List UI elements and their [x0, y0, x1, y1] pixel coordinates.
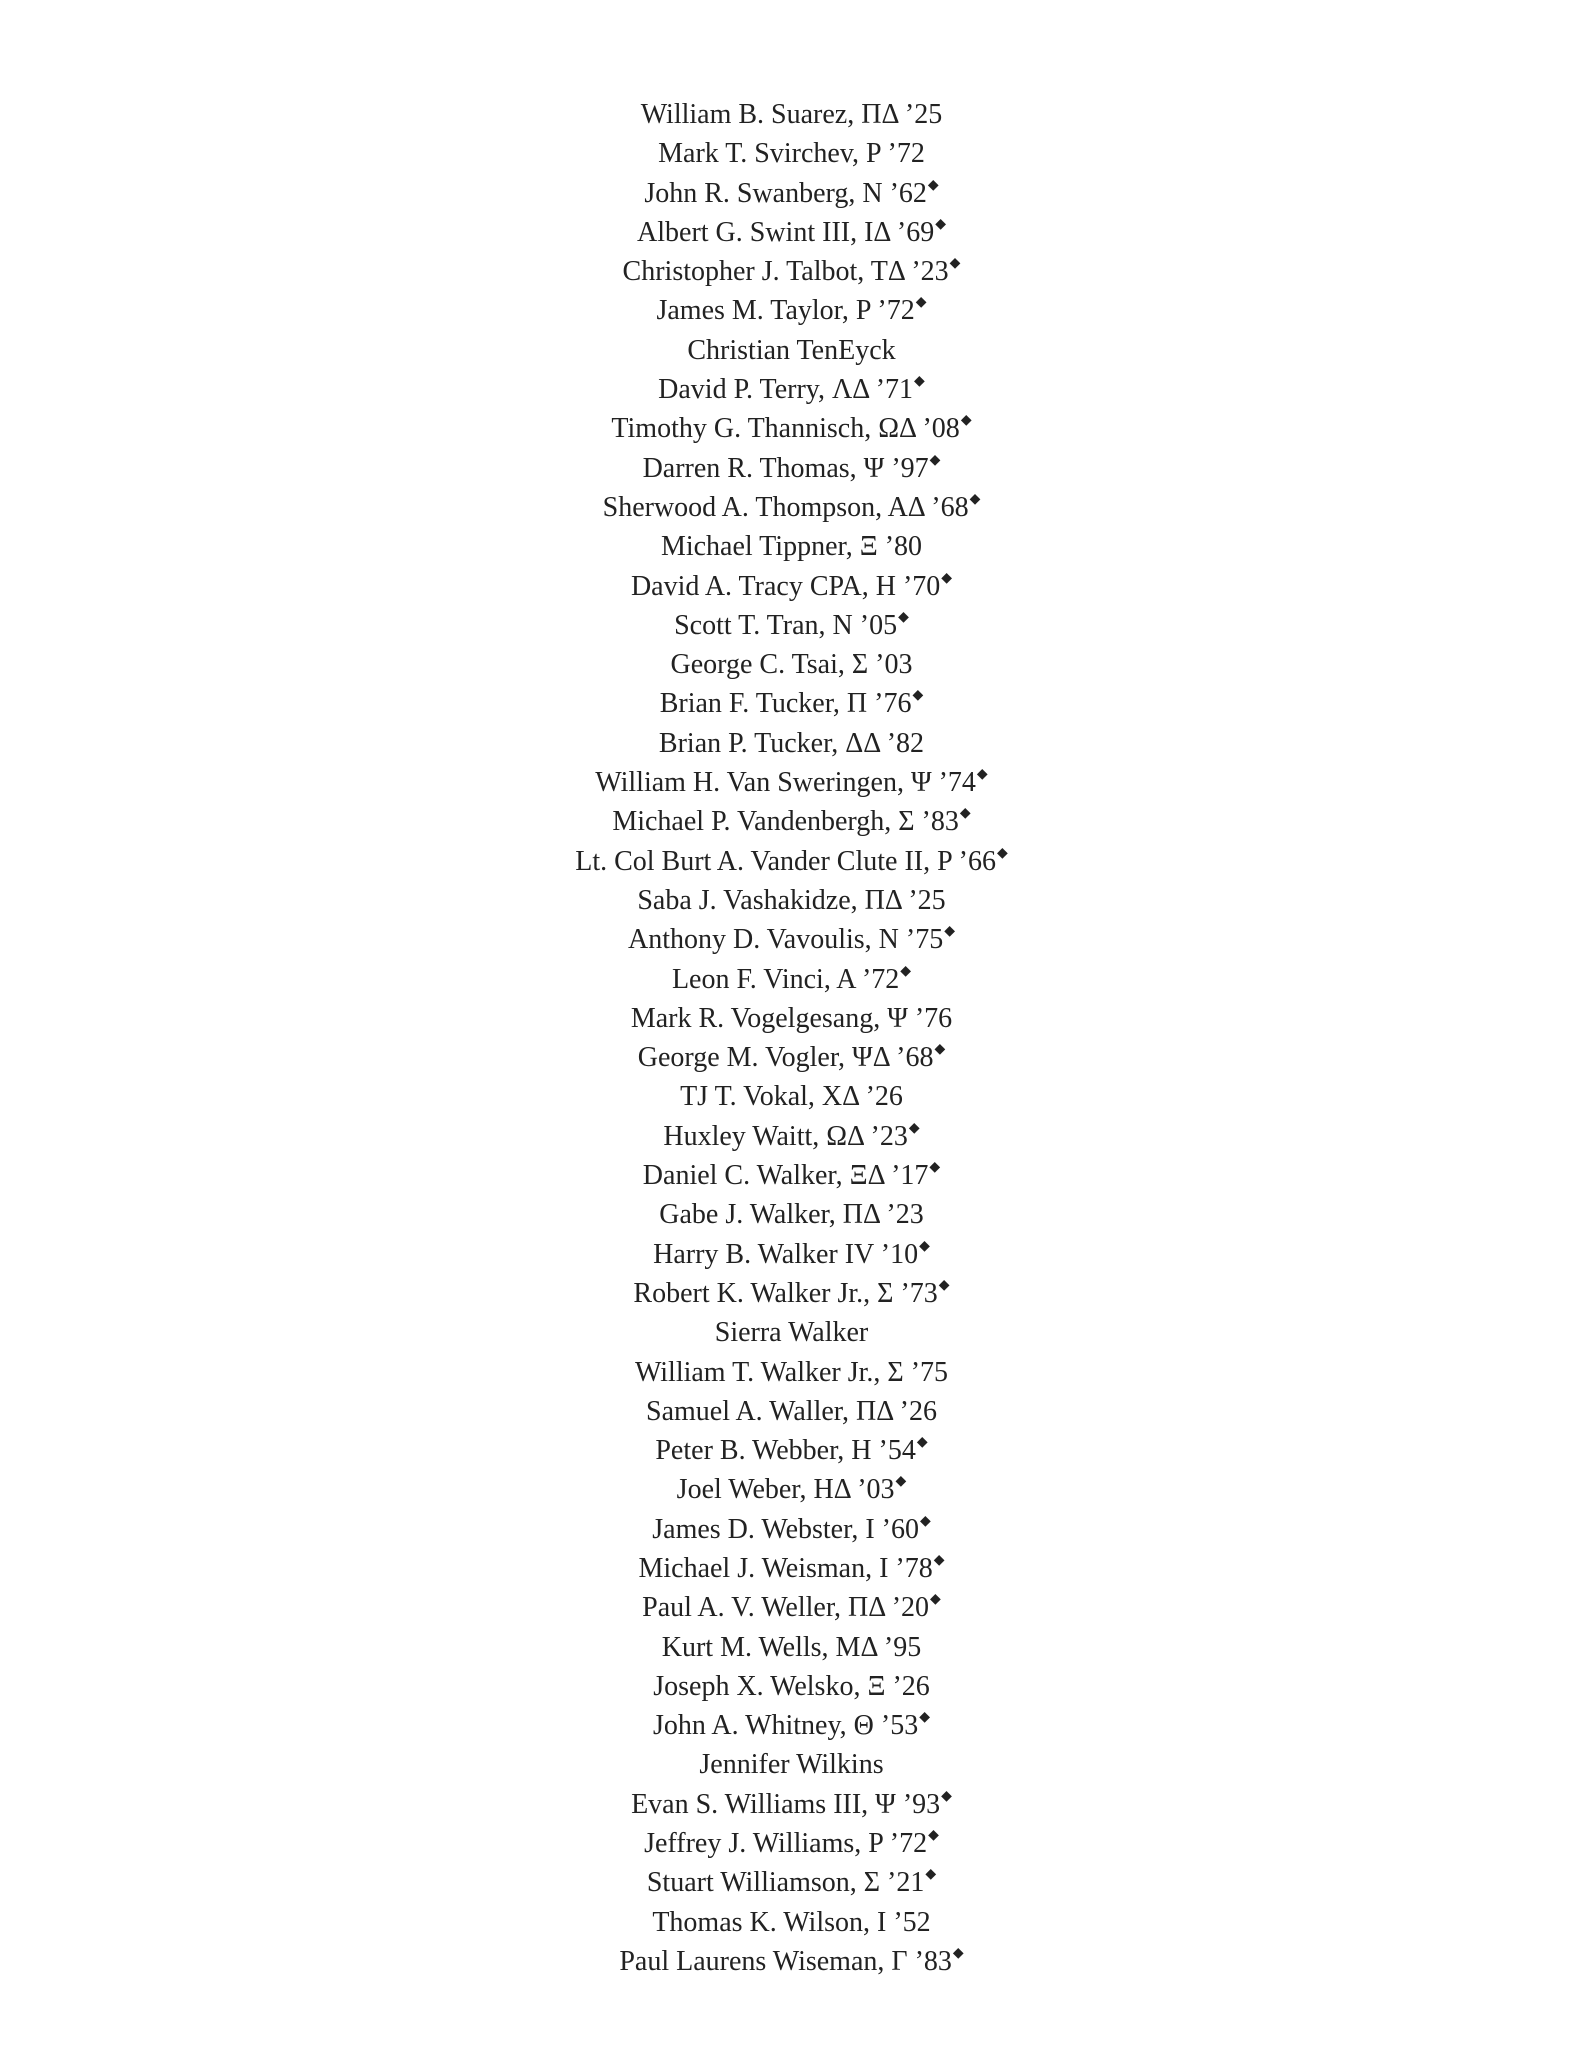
- donor-name-text: Michael J. Weisman, I ’78: [638, 1552, 933, 1584]
- donor-name-entry: [0, 1038, 1583, 1077]
- deceased-marker-icon: ◆: [976, 767, 988, 783]
- donor-name-entry: [0, 1156, 1583, 1195]
- donor-name-entry: [0, 1903, 1583, 1942]
- donor-name-list: [0, 95, 1583, 1981]
- donor-name-entry: [0, 1549, 1583, 1588]
- donor-name-text: Lt. Col Burt A. Vander Clute II, P ’66: [575, 845, 996, 877]
- donor-name-text: Paul A. V. Weller, ΠΔ ’20: [642, 1592, 930, 1624]
- donor-name-entry: [0, 1510, 1583, 1549]
- donor-name-text: Joseph X. Welsko, Ξ ’26: [653, 1670, 930, 1702]
- donor-name-entry: [0, 1824, 1583, 1863]
- donor-name-entry: [0, 1195, 1583, 1234]
- donor-name-text: Peter B. Webber, H ’54: [655, 1435, 916, 1467]
- donor-name-text: Saba J. Vashakidze, ΠΔ ’25: [637, 884, 946, 916]
- donor-name-entry: [0, 1706, 1583, 1745]
- deceased-marker-icon: ◆: [949, 256, 961, 272]
- donor-name-entry: [0, 842, 1583, 881]
- donor-name-entry: [0, 449, 1583, 488]
- donor-name-text: Sierra Walker: [714, 1317, 869, 1349]
- donor-name-entry: [0, 1588, 1583, 1627]
- donor-name-text: Darren R. Thomas, Ψ ’97: [642, 452, 929, 484]
- donor-name-entry: [0, 1431, 1583, 1470]
- donor-name-entry: [0, 1313, 1583, 1352]
- donor-name-entry: [0, 645, 1583, 684]
- donor-name-text: Christopher J. Talbot, TΔ ’23: [622, 256, 949, 288]
- donor-name-entry: [0, 684, 1583, 723]
- deceased-marker-icon: ◆: [938, 1277, 950, 1293]
- deceased-marker-icon: ◆: [919, 1238, 930, 1254]
- donor-name-text: Paul Laurens Wiseman, Γ ’83: [619, 1945, 952, 1977]
- deceased-marker-icon: ◆: [935, 216, 946, 232]
- donor-name-entry: [0, 920, 1583, 959]
- donor-name-text: James M. Taylor, P ’72: [656, 295, 915, 327]
- donor-name-entry: [0, 1667, 1583, 1706]
- donor-name-entry: [0, 999, 1583, 1038]
- donor-name-text: William B. Suarez, ΠΔ ’25: [640, 99, 943, 130]
- donor-name-entry: [0, 331, 1583, 370]
- donor-name-text: Anthony D. Vavoulis, N ’75: [627, 924, 944, 956]
- deceased-marker-icon: ◆: [925, 1867, 937, 1883]
- donor-name-entry: [0, 1863, 1583, 1902]
- donor-name-text: Michael Tippner, Ξ ’80: [660, 531, 923, 563]
- deceased-marker-icon: ◆: [969, 491, 981, 507]
- donor-name-entry: [0, 1353, 1583, 1392]
- donor-name-text: Kurt M. Wells, MΔ ’95: [661, 1631, 922, 1663]
- donor-name-entry: [0, 1392, 1583, 1431]
- donor-name-entry: [0, 174, 1583, 213]
- donor-name-text: Evan S. Williams III, Ψ ’93: [631, 1788, 941, 1820]
- deceased-marker-icon: ◆: [919, 1710, 930, 1726]
- deceased-marker-icon: ◆: [959, 806, 971, 822]
- donor-name-text: James D. Webster, I ’60: [652, 1513, 919, 1545]
- donor-name-text: TJ T. Vokal, XΔ ’26: [680, 1081, 903, 1113]
- deceased-marker-icon: ◆: [927, 177, 939, 193]
- donor-name-text: David A. Tracy CPA, H ’70: [630, 570, 941, 602]
- donor-name-text: Mark T. Svirchev, P ’72: [658, 138, 925, 170]
- deceased-marker-icon: ◆: [941, 570, 953, 586]
- donor-name-entry: [0, 960, 1583, 999]
- donor-name-text: Jeffrey J. Williams, P ’72: [644, 1828, 928, 1860]
- deceased-marker-icon: ◆: [933, 1552, 945, 1568]
- donor-name-text: Brian P. Tucker, ΔΔ ’82: [658, 727, 925, 759]
- donor-name-entry: [0, 488, 1583, 527]
- deceased-marker-icon: ◆: [928, 1828, 939, 1844]
- deceased-marker-icon: ◆: [914, 374, 925, 390]
- donor-name-text: Leon F. Vinci, A ’72: [671, 963, 900, 995]
- deceased-marker-icon: ◆: [929, 452, 941, 468]
- donor-name-entry: [0, 1117, 1583, 1156]
- donor-name-text: Daniel C. Walker, ΞΔ ’17: [642, 1160, 929, 1192]
- deceased-marker-icon: ◆: [960, 413, 972, 429]
- donor-name-entry: [0, 1745, 1583, 1784]
- donor-name-entry: [0, 1785, 1583, 1824]
- donor-name-entry: [0, 409, 1583, 448]
- deceased-marker-icon: ◆: [930, 1592, 941, 1608]
- donor-name-entry: [0, 567, 1583, 606]
- donor-name-text: Samuel A. Waller, ΠΔ ’26: [646, 1395, 937, 1427]
- donor-name-text: Albert G. Swint III, IΔ ’69: [637, 216, 935, 248]
- donor-name-text: George C. Tsai, Σ ’03: [670, 649, 913, 681]
- donor-name-text: Robert K. Walker Jr., Σ ’73: [633, 1277, 938, 1309]
- donor-name-entry: [0, 252, 1583, 291]
- deceased-marker-icon: ◆: [916, 1435, 928, 1451]
- donor-name-entry: [0, 763, 1583, 802]
- donor-name-entry: [0, 1628, 1583, 1667]
- deceased-marker-icon: ◆: [919, 1513, 931, 1529]
- donor-name-entry: [0, 95, 1583, 134]
- donor-name-text: John R. Swanberg, N ’62: [644, 177, 927, 209]
- donor-name-text: Huxley Waitt, ΩΔ ’23: [663, 1120, 908, 1152]
- donor-name-entry: [0, 1274, 1583, 1313]
- donor-name-entry: [0, 1235, 1583, 1274]
- deceased-marker-icon: ◆: [908, 1120, 920, 1136]
- donor-name-entry: [0, 724, 1583, 763]
- donor-name-entry: [0, 1942, 1583, 1981]
- donor-name-text: George M. Vogler, ΨΔ ’68: [637, 1042, 934, 1074]
- donor-name-text: Thomas K. Wilson, I ’52: [652, 1906, 931, 1938]
- donor-name-entry: [0, 370, 1583, 409]
- donor-name-text: John A. Whitney, Θ ’53: [653, 1710, 919, 1742]
- deceased-marker-icon: ◆: [912, 688, 924, 704]
- donor-name-text: Harry B. Walker IV ’10: [653, 1238, 919, 1270]
- deceased-marker-icon: ◆: [934, 1042, 946, 1058]
- donor-name-entry: [0, 606, 1583, 645]
- donor-name-entry: [0, 881, 1583, 920]
- donor-name-entry: [0, 802, 1583, 841]
- donor-name-text: Brian F. Tucker, Π ’76: [659, 688, 912, 720]
- donor-name-text: Mark R. Vogelgesang, Ψ ’76: [630, 1002, 953, 1034]
- deceased-marker-icon: ◆: [944, 924, 956, 940]
- deceased-marker-icon: ◆: [900, 963, 912, 979]
- deceased-marker-icon: ◆: [929, 1160, 941, 1176]
- donor-name-entry: [0, 1470, 1583, 1509]
- donor-name-text: William T. Walker Jr., Σ ’75: [634, 1356, 949, 1388]
- donor-name-text: Scott T. Tran, N ’05: [674, 609, 898, 641]
- donor-name-entry: [0, 134, 1583, 173]
- donor-name-text: Gabe J. Walker, ΠΔ ’23: [659, 1199, 924, 1231]
- donor-name-text: William H. Van Sweringen, Ψ ’74: [595, 767, 976, 799]
- deceased-marker-icon: ◆: [996, 845, 1008, 861]
- deceased-marker-icon: ◆: [952, 1945, 964, 1961]
- donor-name-entry: [0, 213, 1583, 252]
- donor-name-text: Joel Weber, HΔ ’03: [676, 1474, 895, 1506]
- deceased-marker-icon: ◆: [915, 295, 927, 311]
- donor-name-text: Sherwood A. Thompson, AΔ ’68: [602, 491, 969, 523]
- donor-name-text: Jennifer Wilkins: [699, 1749, 884, 1781]
- donor-name-entry: [0, 291, 1583, 330]
- donor-name-entry: [0, 527, 1583, 566]
- donor-name-text: Michael P. Vandenbergh, Σ ’83: [612, 806, 959, 838]
- deceased-marker-icon: ◆: [941, 1788, 952, 1804]
- donor-name-text: Timothy G. Thannisch, ΩΔ ’08: [611, 413, 960, 445]
- donor-name-text: Stuart Williamson, Σ ’21: [646, 1867, 925, 1899]
- donor-name-text: David P. Terry, ΛΔ ’71: [658, 374, 914, 406]
- deceased-marker-icon: ◆: [895, 1474, 907, 1490]
- deceased-marker-icon: ◆: [898, 609, 909, 625]
- donor-name-text: Christian TenEyck: [687, 334, 896, 366]
- donor-name-entry: [0, 1077, 1583, 1116]
